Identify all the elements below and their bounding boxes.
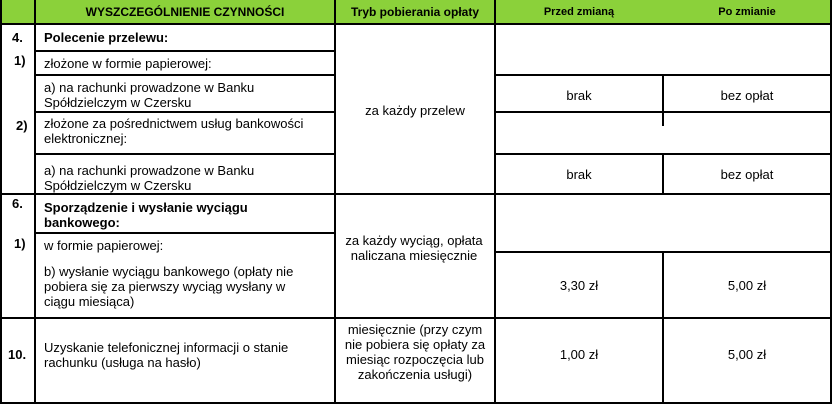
row-number-4: 4.	[12, 30, 23, 45]
sub-number-4-2: 2)	[16, 118, 28, 133]
header-before: Przed zmianą	[543, 6, 615, 18]
section4-sub1-label: złożone w formie papierowej:	[44, 56, 212, 71]
section4-sub1-after: bez opłat	[720, 88, 774, 103]
section6-sub1-b: b) wysłanie wyciągu bankowego (opłaty nie pobiera się za pierwszy wyciąg wysłany w ciągu miesiąca)	[44, 264, 294, 309]
row-number-10: 10.	[8, 347, 27, 362]
row-number-6: 6.	[12, 196, 23, 211]
section4-sub2-label: złożone za pośrednictwem usług bankowości elektronicznej:	[44, 116, 304, 146]
section6-before: 3,30 zł	[559, 278, 599, 293]
section4-title: Polecenie przelewu:	[44, 30, 169, 45]
section4-sub1-before: brak	[566, 88, 592, 103]
sub-number-4-1: 1)	[14, 53, 26, 68]
header-mode: Tryb pobierania opłaty	[350, 5, 480, 19]
sub-number-6-1: 1)	[14, 236, 26, 251]
header-after: Po zmianie	[718, 6, 776, 18]
section10-after: 5,00 zł	[727, 347, 767, 362]
section6-title: Sporządzenie i wysłanie wyciągu bankowego:	[44, 200, 248, 230]
section6-after: 5,00 zł	[727, 278, 767, 293]
section10-before: 1,00 zł	[559, 347, 599, 362]
section4-sub2-after: bez opłat	[720, 167, 774, 182]
section4-mode: za każdy przelew	[365, 103, 465, 118]
section6-mode: za każdy wyciąg, opłata naliczana miesięcznie	[345, 233, 483, 263]
section10-label: Uzyskanie telefonicznej informacji o stanie rachunku (usługa na hasło)	[44, 340, 289, 370]
section4-sub2-before: brak	[566, 167, 592, 182]
section6-sub1-label: w formie papierowej:	[44, 238, 164, 253]
section4-sub1-a: a) na rachunki prowadzone w Banku Spółdzielczym w Czersku	[44, 80, 255, 110]
header-activity: WYSZCZEGÓLNIENIE CZYNNOŚCI	[85, 5, 285, 19]
section4-sub2-a: a) na rachunki prowadzone w Banku Spółdzielczym w Czersku	[44, 163, 255, 193]
section10-mode: miesięcznie (przy czym nie pobiera się opłaty za miesiąc rozpoczęcia lub zakończenia usługi)	[344, 322, 486, 382]
